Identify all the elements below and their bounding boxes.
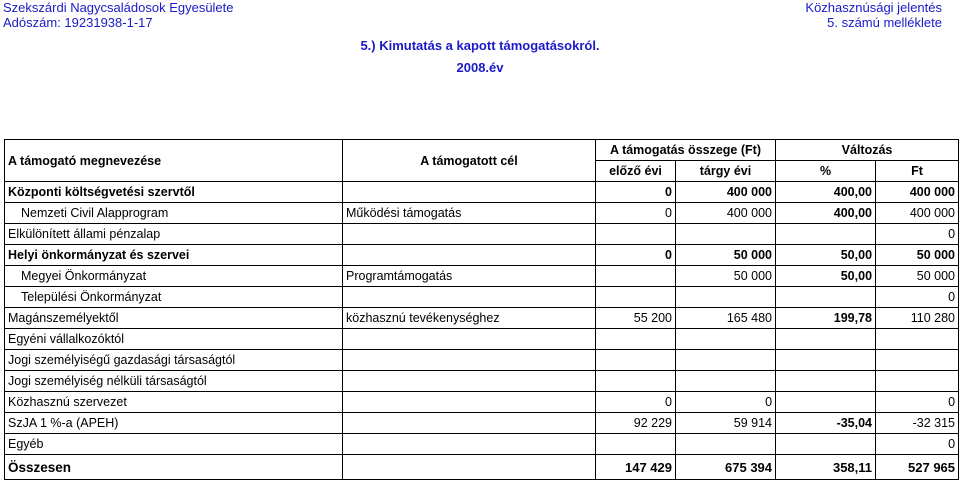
- row-purpose: [343, 413, 596, 434]
- row-name: Központi költségvetési szervtől: [5, 182, 343, 203]
- total-ft: 527 965: [876, 455, 959, 480]
- row-prev: 55 200: [596, 308, 676, 329]
- row-name: Nemzeti Civil Alapprogram: [5, 203, 343, 224]
- row-curr: [676, 224, 776, 245]
- table-row: [5, 245, 959, 266]
- table-row: [5, 392, 959, 413]
- row-purpose: Programtámogatás: [343, 266, 596, 287]
- row-curr: 50 000: [676, 266, 776, 287]
- tax-number: Adószám: 19231938-1-17: [3, 15, 153, 30]
- row-purpose: [343, 392, 596, 413]
- table-row: [5, 224, 959, 245]
- row-pct: [776, 224, 876, 245]
- row-purpose: [343, 434, 596, 455]
- total-pct: 358,11: [776, 455, 876, 480]
- total-prev: 147 429: [596, 455, 676, 480]
- row-pct: 50,00: [776, 245, 876, 266]
- row-prev: 0: [596, 203, 676, 224]
- row-pct: [776, 371, 876, 392]
- row-curr: 400 000: [676, 203, 776, 224]
- row-ft: 110 280: [876, 308, 959, 329]
- row-name: Jogi személyiség nélküli társaságtól: [5, 371, 343, 392]
- row-curr: 165 480: [676, 308, 776, 329]
- appendix-label: 5. számú melléklete: [827, 15, 942, 30]
- row-pct: [776, 287, 876, 308]
- col-purpose: A támogatott cél: [343, 140, 596, 182]
- row-pct: 50,00: [776, 266, 876, 287]
- row-ft: [876, 329, 959, 350]
- table-row: [5, 350, 959, 371]
- row-pct: -35,04: [776, 413, 876, 434]
- total-row: [5, 455, 959, 480]
- row-purpose: [343, 224, 596, 245]
- total-purpose: [343, 455, 596, 480]
- row-pct: [776, 350, 876, 371]
- table-row: [5, 287, 959, 308]
- row-name: SzJA 1 %-a (APEH): [5, 413, 343, 434]
- row-prev: [596, 329, 676, 350]
- row-prev: [596, 287, 676, 308]
- table-row: [5, 329, 959, 350]
- row-pct: 400,00: [776, 203, 876, 224]
- table-row: [5, 203, 959, 224]
- row-ft: 50 000: [876, 245, 959, 266]
- col-pct: %: [776, 161, 876, 182]
- row-ft: [876, 350, 959, 371]
- row-curr: [676, 287, 776, 308]
- row-prev: 0: [596, 392, 676, 413]
- col-supporter: A támogató megnevezése: [5, 140, 343, 182]
- row-ft: 0: [876, 434, 959, 455]
- total-curr: 675 394: [676, 455, 776, 480]
- row-prev: [596, 224, 676, 245]
- row-purpose: [343, 287, 596, 308]
- table-row: [5, 182, 959, 203]
- row-purpose: [343, 350, 596, 371]
- total-label: Összesen: [5, 455, 343, 480]
- row-pct: [776, 434, 876, 455]
- row-prev: [596, 266, 676, 287]
- col-amount-group: A támogatás összege (Ft): [596, 140, 776, 161]
- row-prev: [596, 434, 676, 455]
- col-change-group: Változás: [776, 140, 959, 161]
- row-ft: 0: [876, 392, 959, 413]
- report-header: [805, 0, 942, 30]
- row-ft: 50 000: [876, 266, 959, 287]
- table-row: [5, 434, 959, 455]
- row-name: Helyi önkormányzat és szervei: [5, 245, 343, 266]
- row-curr: [676, 329, 776, 350]
- row-name: Jogi személyiségű gazdasági társaságtól: [5, 350, 343, 371]
- row-curr: [676, 350, 776, 371]
- row-curr: 400 000: [676, 182, 776, 203]
- col-ft: Ft: [876, 161, 959, 182]
- row-purpose: [343, 371, 596, 392]
- row-name: Egyéni vállalkozóktól: [5, 329, 343, 350]
- row-pct: 199,78: [776, 308, 876, 329]
- row-ft: 400 000: [876, 203, 959, 224]
- row-ft: [876, 371, 959, 392]
- support-table: [4, 139, 959, 480]
- row-purpose: [343, 329, 596, 350]
- report-year: 2008.év: [456, 60, 504, 75]
- row-prev: [596, 371, 676, 392]
- row-prev: [596, 350, 676, 371]
- row-curr: 59 914: [676, 413, 776, 434]
- col-curr: tárgy évi: [676, 161, 776, 182]
- report-name: Közhasznúsági jelentés: [805, 0, 942, 15]
- table-row: [5, 266, 959, 287]
- row-name: Közhasznú szervezet: [5, 392, 343, 413]
- row-purpose: közhasznú tevékenységhez: [343, 308, 596, 329]
- row-ft: -32 315: [876, 413, 959, 434]
- row-name: Megyei Önkormányzat: [5, 266, 343, 287]
- table-row: [5, 371, 959, 392]
- row-name: Elkülönített állami pénzalap: [5, 224, 343, 245]
- row-ft: 400 000: [876, 182, 959, 203]
- row-prev: 0: [596, 182, 676, 203]
- table-row: [5, 413, 959, 434]
- row-purpose: Működési támogatás: [343, 203, 596, 224]
- org-name: Szekszárdi Nagycsaládosok Egyesülete: [3, 0, 234, 15]
- row-ft: 0: [876, 224, 959, 245]
- row-prev: 92 229: [596, 413, 676, 434]
- row-purpose: [343, 245, 596, 266]
- table-row: [5, 308, 959, 329]
- org-header: [3, 0, 234, 30]
- row-pct: [776, 392, 876, 413]
- row-ft: 0: [876, 287, 959, 308]
- col-prev: előző évi: [596, 161, 676, 182]
- row-purpose: [343, 182, 596, 203]
- row-name: Magánszemélyektől: [5, 308, 343, 329]
- row-pct: 400,00: [776, 182, 876, 203]
- row-curr: [676, 371, 776, 392]
- row-curr: [676, 434, 776, 455]
- row-curr: 0: [676, 392, 776, 413]
- row-pct: [776, 329, 876, 350]
- row-prev: 0: [596, 245, 676, 266]
- row-name: Egyéb: [5, 434, 343, 455]
- page-title: 5.) Kimutatás a kapott támogatásokról.: [360, 38, 600, 53]
- row-curr: 50 000: [676, 245, 776, 266]
- row-name: Települési Önkormányzat: [5, 287, 343, 308]
